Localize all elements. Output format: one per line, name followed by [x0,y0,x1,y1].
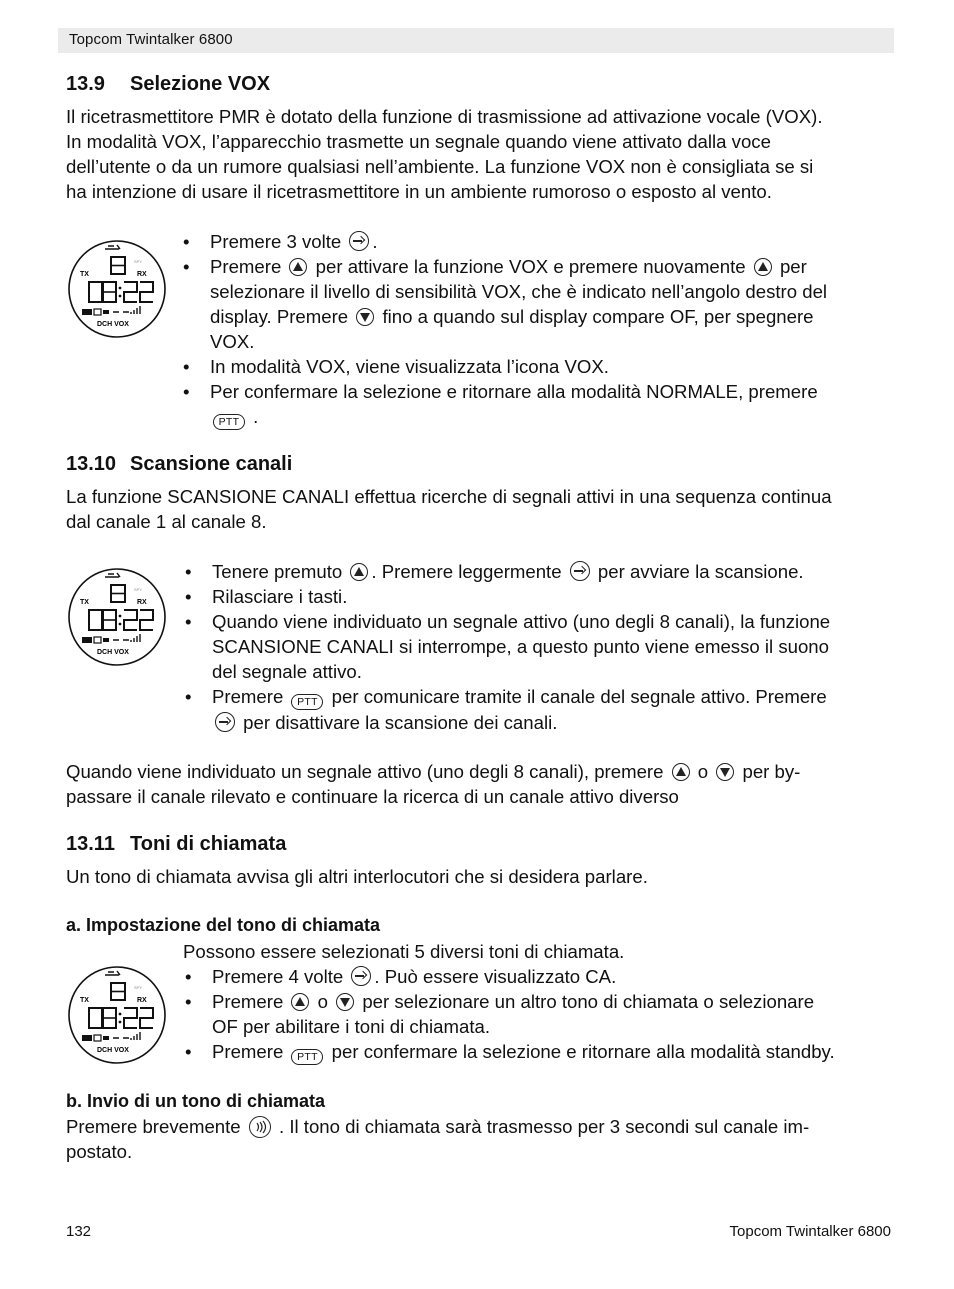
lcd-display-illustration [67,965,167,1070]
text-line: Un tono di chiamata avvisa gli altri interlocutori che si desidera parlare. [66,866,648,887]
text: o [697,761,709,782]
step-text: display. Premere [210,306,349,327]
call-tone-steps [183,939,903,1065]
lcd-vox-label: DCH VOX [97,649,129,656]
ptt-button-icon: PTT [291,1049,323,1065]
step-text: per confermare la selezione e ritornare alla modalità standby. [331,1041,835,1062]
lcd-display-icon [67,567,167,667]
menu-button-icon [215,712,235,732]
header-title: Topcom Twintalker 6800 [69,31,233,48]
step-text: per selezionare un altro tono di chiamata o selezionare [362,991,815,1012]
list-item [183,379,903,430]
section-title: Toni di chiamata [130,833,287,855]
section-heading-13-11 [66,833,286,856]
section-heading-13-10 [66,453,292,476]
list-item [185,609,905,684]
list-item [185,964,903,989]
list-item [183,254,903,354]
lcd-sub-label: SPY [134,587,143,592]
step-text: per avviare la scansione. [597,561,804,582]
call-button-icon [249,1116,271,1138]
step-text: per attivare la funzione VOX e premere nuovamente [315,256,746,277]
step-text: . Può essere visualizzato CA. [374,966,617,987]
lcd-vox-label: DCH VOX [97,321,129,328]
step-text: SCANSIONE CANALI si interrompe, a questo punto viene emesso il suono [212,636,829,657]
lcd-display-icon [67,239,167,339]
list-item [185,684,905,735]
lcd-display-illustration [67,567,167,672]
text-line: passare il canale rilevato e continuare la ricerca di un canale attivo diverso [66,786,679,807]
step-text: Premere [212,1041,284,1062]
text: . Il tono di chiamata sarà trasmesso per 3 secondi sul canale im- [279,1116,810,1137]
step-text: In modalità VOX, viene visualizzata l’icona VOX. [210,356,609,377]
subheading-a: a. Impostazione del tono di chiamata [66,915,381,935]
step-text: selezionare il livello di sensibilità VOX, che è indicato nell’angolo destro del [210,281,828,302]
step-text: VOX. [210,331,255,352]
section-number: 13.9 [66,73,105,95]
list-item [185,559,905,584]
step-text: Premere [212,991,284,1012]
lcd-display-icon [67,965,167,1065]
step-text: . Premere leggermente [371,561,562,582]
section-number: 13.10 [66,453,117,475]
up-button-icon [289,258,307,276]
step-text: Premere 3 volte [210,231,342,252]
text: Premere brevemente [66,1116,241,1137]
lcd-rx-label: RX [137,271,147,278]
lcd-rx-label: RX [137,997,147,1004]
text: Quando viene individuato un segnale attivo (uno degli 8 canali), premere [66,761,664,782]
header-bar [58,28,894,53]
scan-steps [185,559,905,735]
step-text: Premere [212,686,284,707]
scan-outro [66,759,896,809]
section-heading-13-9 [66,73,270,96]
section-title: Scansione canali [130,453,293,475]
lead-text: Possono essere selezionati 5 diversi toni di chiamata. [183,941,625,962]
call-intro [66,864,896,889]
lcd-tx-label: TX [80,599,89,606]
footer-title: Topcom Twintalker 6800 [729,1223,891,1240]
step-text: per [779,256,807,277]
step-text: o [317,991,328,1012]
step-text: fino a quando sul display compare OF, per spegnere [382,306,814,327]
list-item [185,1039,903,1065]
up-button-icon [754,258,772,276]
lcd-vox-label: DCH VOX [97,1047,129,1054]
lcd-sub-label: SPY [134,985,143,990]
ptt-button-icon: PTT [213,414,245,430]
step-text: • Per confermare la selezione e ritornare alla modalità NORMALE, premere [210,381,818,402]
step-text: . [372,231,378,252]
list-item [185,584,905,609]
lcd-tx-label: TX [80,997,89,1004]
step-text: OF per abilitare i toni di chiamata. [212,1016,490,1037]
up-button-icon [672,763,690,781]
lcd-rx-label: RX [137,599,147,606]
text: per by- [742,761,801,782]
step-text: • Quando viene individuato un segnale attivo (uno degli 8 canali), la funzione [212,611,831,632]
step-text: Premere 4 volte [212,966,344,987]
list-item [183,229,903,254]
vox-steps [183,229,903,430]
text-line: dal canale 1 al canale 8. [66,511,267,532]
list-item [185,989,903,1039]
send-call-tone-text [66,1114,896,1164]
down-button-icon [336,993,354,1011]
text-line: Il ricetrasmettitore PMR è dotato della funzione di trasmissione ad attivazione vocale (VOX). [66,106,823,127]
section-title: Selezione VOX [130,73,271,95]
step-text: per disattivare la scansione dei canali. [243,712,558,733]
step-text: Tenere premuto [212,561,343,582]
menu-button-icon [349,231,369,251]
down-button-icon [356,308,374,326]
menu-button-icon [570,561,590,581]
section-number: 13.11 [66,833,115,855]
text-line: La funzione SCANSIONE CANALI effettua ricerche di segnali attivi in una sequenza continua [66,486,832,507]
down-button-icon [716,763,734,781]
scan-intro [66,484,896,534]
ptt-button-icon: PTT [291,694,323,710]
text-line: ha intenzione di usare il ricetrasmettitore in un ambiente rumoroso o esposto al vento. [66,181,772,202]
step-text: Premere [210,256,282,277]
list-item [183,354,903,379]
up-button-icon [291,993,309,1011]
text-line: dell’utente o da un rumore qualsiasi nell’ambiente. La funzione VOX non è consigliata se si [66,156,814,177]
lcd-tx-label: TX [80,271,89,278]
vox-intro [66,104,896,204]
step-text: del segnale attivo. [212,661,362,682]
up-button-icon [350,563,368,581]
lcd-display-illustration [67,239,167,344]
text-line: postato. [66,1141,133,1162]
step-text: . [253,406,259,427]
step-text: per comunicare tramite il canale del segnale attivo. Premere [331,686,827,707]
text-line: In modalità VOX, l’apparecchio trasmette un segnale quando viene attivato dalla voce [66,131,771,152]
lcd-sub-label: SPY [134,259,143,264]
subheading-b: b. Invio di un tono di chiamata [66,1091,326,1111]
step-text: Rilasciare i tasti. [212,586,348,607]
menu-button-icon [351,966,371,986]
page-number: 132 [66,1223,92,1240]
